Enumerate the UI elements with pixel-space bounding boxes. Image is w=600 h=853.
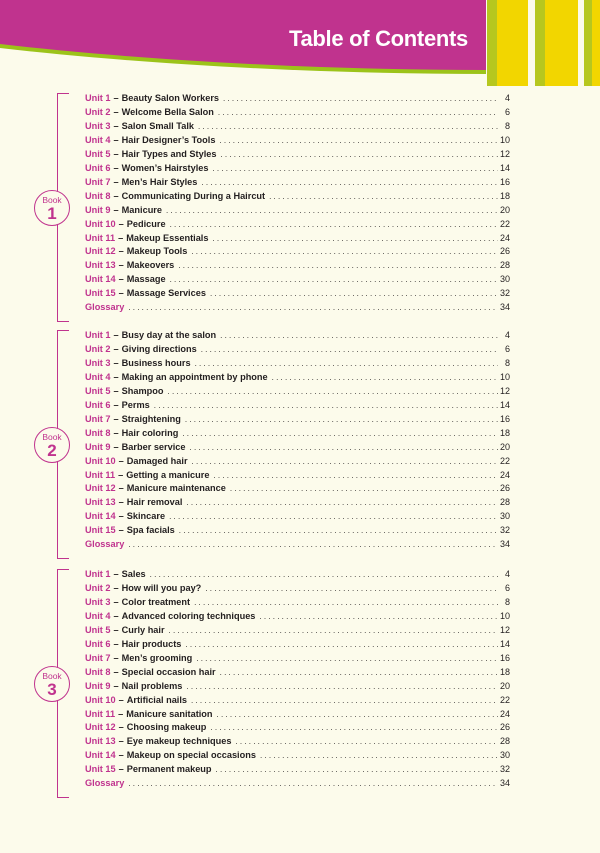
page-number: 12 (499, 148, 510, 159)
separator-dash: – (113, 652, 119, 663)
dot-leader (185, 415, 498, 424)
unit-title: Hair products (121, 638, 182, 649)
page-number: 34 (499, 539, 510, 550)
toc-entry[interactable] (85, 597, 510, 611)
dot-leader (186, 498, 498, 507)
separator-dash: – (113, 582, 119, 593)
unit-label: Unit 3 (85, 357, 111, 368)
unit-title: Nail problems (121, 680, 183, 691)
toc-entry[interactable] (85, 525, 510, 539)
dot-leader (220, 331, 498, 340)
dot-leader (178, 261, 498, 270)
separator-dash: – (113, 371, 119, 382)
unit-label: Glossary (85, 778, 125, 789)
toc-entry[interactable] (85, 456, 510, 470)
page-number: 8 (504, 596, 510, 607)
page-number: 12 (499, 385, 510, 396)
separator-dash: – (113, 357, 119, 368)
page-number: 10 (499, 610, 510, 621)
page-number: 30 (499, 511, 510, 522)
toc-entry[interactable] (85, 414, 510, 428)
unit-title: Manicure (121, 204, 162, 215)
page-number: 26 (499, 722, 510, 733)
dot-leader (223, 94, 498, 103)
dot-leader (185, 640, 498, 649)
unit-title: Hair Designer’s Tools (121, 134, 216, 145)
page-number: 22 (499, 694, 510, 705)
page-number: 20 (499, 680, 510, 691)
unit-title: Business hours (121, 357, 191, 368)
unit-title: How will you pay? (121, 582, 202, 593)
page-number: 32 (499, 525, 510, 536)
separator-dash: – (113, 638, 119, 649)
unit-title: Massage (126, 274, 166, 285)
separator-dash: – (113, 204, 119, 215)
separator-dash: – (118, 483, 124, 494)
page-number: 28 (499, 260, 510, 271)
dot-leader (230, 484, 498, 493)
unit-label: Unit 13 (85, 497, 116, 508)
unit-title: Makeup on special occasions (126, 750, 256, 761)
dot-leader (191, 247, 498, 256)
dot-leader (168, 387, 498, 396)
unit-label: Unit 5 (85, 385, 111, 396)
separator-dash: – (113, 162, 119, 173)
toc-entry[interactable] (85, 260, 510, 274)
unit-label: Unit 8 (85, 427, 111, 438)
separator-dash: – (113, 330, 119, 340)
dot-leader (150, 570, 498, 579)
page-number: 34 (499, 302, 510, 313)
toc-entry[interactable] (85, 386, 510, 400)
unit-label: Unit 6 (85, 399, 111, 410)
dot-leader (219, 136, 498, 145)
page-number: 4 (504, 569, 510, 579)
page-number: 30 (499, 274, 510, 285)
unit-label: Unit 9 (85, 204, 111, 215)
unit-title: Makeovers (126, 260, 175, 271)
page-number: 14 (499, 638, 510, 649)
unit-title: Barber service (121, 441, 186, 452)
separator-dash: – (118, 736, 124, 747)
toc-entry[interactable] (85, 233, 510, 247)
dot-leader (169, 626, 498, 635)
toc-entry[interactable] (85, 709, 510, 723)
unit-label: Unit 11 (85, 708, 116, 719)
book-badge (34, 190, 70, 226)
unit-label: Unit 3 (85, 596, 111, 607)
page-number: 14 (499, 162, 510, 173)
toc-entry[interactable] (85, 625, 510, 639)
header-banner (0, 0, 600, 88)
dot-leader (170, 275, 498, 284)
separator-dash: – (113, 399, 119, 410)
separator-dash: – (118, 708, 124, 719)
separator-dash: – (113, 106, 119, 117)
page-number: 28 (499, 497, 510, 508)
toc-entry[interactable] (85, 470, 510, 484)
unit-label: Unit 5 (85, 148, 111, 159)
unit-label: Unit 6 (85, 162, 111, 173)
unit-label: Unit 1 (85, 330, 111, 340)
unit-title: Choosing makeup (126, 722, 207, 733)
toc-entry[interactable] (85, 163, 510, 177)
page-number: 24 (499, 232, 510, 243)
dot-leader (186, 682, 498, 691)
separator-dash: – (118, 232, 124, 243)
separator-dash: – (113, 176, 119, 187)
unit-title: Sales (121, 569, 146, 579)
unit-label: Unit 12 (85, 483, 116, 494)
page-number: 28 (499, 736, 510, 747)
unit-title: Women’s Hairstyles (121, 162, 209, 173)
unit-title: Welcome Bella Salon (121, 106, 214, 117)
toc-entry[interactable] (85, 497, 510, 511)
unit-title: Makeup Tools (126, 246, 188, 257)
separator-dash: – (118, 288, 124, 299)
page-number: 6 (504, 343, 510, 354)
unit-title: Straightening (121, 413, 181, 424)
unit-title: Salon Small Talk (121, 120, 194, 131)
book-section (0, 93, 600, 322)
page-number: 24 (499, 469, 510, 480)
unit-label: Unit 5 (85, 624, 111, 635)
unit-title: Manicure maintenance (126, 483, 226, 494)
unit-title: Advanced coloring techniques (121, 610, 256, 621)
page-number: 16 (499, 176, 510, 187)
dot-leader (216, 765, 498, 774)
unit-label: Unit 4 (85, 134, 111, 145)
separator-dash: – (113, 385, 119, 396)
toc-entry[interactable] (85, 569, 510, 583)
unit-title: Pedicure (126, 218, 166, 229)
unit-label: Unit 4 (85, 371, 111, 382)
book-number: 2 (47, 440, 57, 460)
separator-dash: – (118, 497, 124, 508)
page-number: 32 (499, 288, 510, 299)
unit-label: Unit 9 (85, 680, 111, 691)
unit-label: Unit 10 (85, 455, 116, 466)
separator-dash: – (118, 246, 124, 257)
book-label: Book (42, 670, 62, 681)
separator-dash: – (113, 190, 119, 201)
unit-title: Busy day at the salon (121, 330, 217, 340)
page-number: 10 (499, 371, 510, 382)
dot-leader (179, 526, 498, 535)
separator-dash: – (118, 455, 124, 466)
page-number: 18 (499, 666, 510, 677)
unit-label: Unit 14 (85, 274, 116, 285)
toc-entry[interactable] (85, 107, 510, 121)
unit-title: Communicating During a Haircut (121, 190, 266, 201)
unit-title: Curly hair (121, 624, 165, 635)
dot-leader (212, 164, 498, 173)
page-number: 6 (504, 582, 510, 593)
dot-leader (166, 206, 498, 215)
separator-dash: – (118, 469, 124, 480)
toc-entry[interactable] (85, 583, 510, 597)
toc-entry[interactable] (85, 219, 510, 233)
separator-dash: – (118, 722, 124, 733)
separator-dash: – (118, 694, 124, 705)
toc-entry[interactable] (85, 667, 510, 681)
separator-dash: – (113, 427, 119, 438)
unit-label: Unit 13 (85, 736, 116, 747)
separator-dash: – (113, 569, 119, 579)
dot-leader (190, 443, 498, 452)
unit-title: Perms (121, 399, 150, 410)
dot-leader (201, 178, 498, 187)
toc-entry[interactable] (85, 442, 510, 456)
separator-dash: – (113, 413, 119, 424)
unit-title: Beauty Salon Workers (121, 93, 220, 103)
dot-leader (269, 192, 498, 201)
unit-label: Unit 14 (85, 511, 116, 522)
separator-dash: – (113, 624, 119, 635)
separator-dash: – (118, 260, 124, 271)
dot-leader (205, 584, 498, 593)
unit-title: Making an appointment by phone (121, 371, 268, 382)
toc-entry[interactable] (85, 191, 510, 205)
page-number: 8 (504, 357, 510, 368)
book-section (0, 330, 600, 559)
page-number: 4 (504, 93, 510, 103)
unit-label: Unit 11 (85, 232, 116, 243)
page-number: 14 (499, 399, 510, 410)
unit-title: Artificial nails (126, 694, 188, 705)
unit-label: Unit 8 (85, 666, 111, 677)
unit-label: Unit 7 (85, 413, 111, 424)
dot-leader (235, 737, 498, 746)
dot-leader (198, 122, 498, 131)
book-label: Book (42, 431, 62, 442)
book-number: 1 (47, 203, 57, 223)
page-number: 16 (499, 652, 510, 663)
toc-entry[interactable] (85, 274, 510, 288)
page-number: 12 (499, 624, 510, 635)
unit-label: Unit 3 (85, 120, 111, 131)
separator-dash: – (113, 343, 119, 354)
separator-dash: – (118, 750, 124, 761)
dot-leader (128, 779, 498, 788)
page-number: 32 (499, 764, 510, 775)
toc-entry[interactable] (85, 372, 510, 386)
dot-leader (196, 654, 498, 663)
unit-title: Spa facials (126, 525, 175, 536)
unit-label: Unit 7 (85, 176, 111, 187)
separator-dash: – (113, 666, 119, 677)
unit-label: Unit 15 (85, 288, 116, 299)
page-number: 4 (504, 330, 510, 340)
separator-dash: – (118, 525, 124, 536)
unit-label: Unit 15 (85, 525, 116, 536)
toc-entry[interactable] (85, 205, 510, 219)
dot-leader (201, 345, 498, 354)
unit-label: Unit 4 (85, 610, 111, 621)
unit-title: Men’s grooming (121, 652, 193, 663)
dot-leader (260, 751, 498, 760)
page-number: 24 (499, 708, 510, 719)
page-number: 26 (499, 246, 510, 257)
dot-leader (128, 303, 498, 312)
unit-title: Hair coloring (121, 427, 179, 438)
separator-dash: – (113, 134, 119, 145)
page-number: 34 (499, 778, 510, 789)
unit-title: Manicure sanitation (126, 708, 213, 719)
toc-entry[interactable] (85, 653, 510, 667)
toc-entry[interactable] (85, 511, 510, 525)
unit-title: Massage Services (126, 288, 206, 299)
toc-entry[interactable] (85, 681, 510, 695)
toc-entry[interactable] (85, 246, 510, 260)
book-badge (34, 666, 70, 702)
page-number: 18 (499, 427, 510, 438)
toc-entry[interactable] (85, 483, 510, 497)
page-number: 22 (499, 455, 510, 466)
page-number: 6 (504, 106, 510, 117)
toc-entry[interactable] (85, 302, 510, 316)
page-number: 20 (499, 441, 510, 452)
book-number: 3 (47, 679, 57, 699)
book-badge (34, 427, 70, 463)
separator-dash: – (118, 764, 124, 775)
toc-entry[interactable] (85, 764, 510, 778)
unit-label: Unit 6 (85, 638, 111, 649)
unit-label: Unit 10 (85, 694, 116, 705)
toc-entry[interactable] (85, 778, 510, 792)
book-label: Book (42, 194, 62, 205)
unit-label: Glossary (85, 302, 125, 313)
toc-entry[interactable] (85, 121, 510, 135)
unit-title: Damaged hair (126, 455, 188, 466)
toc-entry[interactable] (85, 135, 510, 149)
separator-dash: – (113, 120, 119, 131)
unit-label: Unit 15 (85, 764, 116, 775)
toc-entry[interactable] (85, 695, 510, 709)
dot-leader (259, 612, 498, 621)
toc-entry[interactable] (85, 428, 510, 442)
page-number: 18 (499, 190, 510, 201)
dot-leader (182, 429, 498, 438)
dot-leader (210, 723, 498, 732)
separator-dash: – (113, 441, 119, 452)
separator-dash: – (118, 274, 124, 285)
toc-entry[interactable] (85, 93, 510, 107)
book-section (0, 569, 600, 798)
dot-leader (170, 220, 498, 229)
toc-entry[interactable] (85, 330, 510, 344)
page-number: 20 (499, 204, 510, 215)
toc-entry[interactable] (85, 149, 510, 163)
page-number: 30 (499, 750, 510, 761)
unit-label: Unit 2 (85, 582, 111, 593)
unit-title: Getting a manicure (126, 469, 210, 480)
unit-label: Unit 2 (85, 343, 111, 354)
separator-dash: – (118, 511, 124, 522)
unit-title: Eye makeup techniques (126, 736, 232, 747)
dot-leader (128, 540, 498, 549)
unit-label: Unit 1 (85, 93, 111, 103)
separator-dash: – (113, 93, 119, 103)
dot-leader (212, 234, 498, 243)
unit-title: Special occasion hair (121, 666, 216, 677)
unit-label: Unit 1 (85, 569, 111, 579)
dot-leader (272, 373, 498, 382)
unit-label: Unit 10 (85, 218, 116, 229)
dot-leader (192, 457, 498, 466)
dot-leader (217, 710, 498, 719)
page-number: 16 (499, 413, 510, 424)
unit-label: Glossary (85, 539, 125, 550)
page-number: 22 (499, 218, 510, 229)
unit-label: Unit 12 (85, 722, 116, 733)
unit-title: Skincare (126, 511, 166, 522)
toc-entry[interactable] (85, 539, 510, 553)
unit-label: Unit 11 (85, 469, 116, 480)
dot-leader (220, 668, 498, 677)
unit-label: Unit 14 (85, 750, 116, 761)
toc-entry[interactable] (85, 639, 510, 653)
toc-entry[interactable] (85, 288, 510, 302)
page-title: Table of Contents (288, 26, 468, 51)
toc-entry[interactable] (85, 611, 510, 625)
unit-title: Hair removal (126, 497, 183, 508)
unit-title: Permanent makeup (126, 764, 212, 775)
page-number: 26 (499, 483, 510, 494)
unit-label: Unit 12 (85, 246, 116, 257)
dot-leader (154, 401, 498, 410)
unit-label: Unit 7 (85, 652, 111, 663)
unit-label: Unit 13 (85, 260, 116, 271)
dot-leader (218, 108, 498, 117)
separator-dash: – (113, 148, 119, 159)
toc-entry[interactable] (85, 736, 510, 750)
toc-entry[interactable] (85, 750, 510, 764)
unit-title: Giving directions (121, 343, 197, 354)
toc-entry[interactable] (85, 722, 510, 736)
dot-leader (195, 359, 498, 368)
toc-entry[interactable] (85, 358, 510, 372)
dot-leader (191, 696, 498, 705)
unit-title: Hair Types and Styles (121, 148, 217, 159)
dot-leader (220, 150, 498, 159)
unit-label: Unit 9 (85, 441, 111, 452)
toc-entry[interactable] (85, 344, 510, 358)
unit-label: Unit 2 (85, 106, 111, 117)
page-number: 8 (504, 120, 510, 131)
unit-title: Men’s Hair Styles (121, 176, 198, 187)
unit-title: Color treatment (121, 596, 191, 607)
separator-dash: – (113, 596, 119, 607)
dot-leader (210, 289, 498, 298)
dot-leader (213, 471, 498, 480)
separator-dash: – (118, 218, 124, 229)
toc-entry[interactable] (85, 400, 510, 414)
dot-leader (169, 512, 498, 521)
unit-title: Shampoo (121, 385, 164, 396)
unit-title: Makeup Essentials (126, 232, 209, 243)
separator-dash: – (113, 680, 119, 691)
unit-label: Unit 8 (85, 190, 111, 201)
page-number: 10 (499, 134, 510, 145)
toc-entry[interactable] (85, 177, 510, 191)
dot-leader (194, 598, 498, 607)
separator-dash: – (113, 610, 119, 621)
